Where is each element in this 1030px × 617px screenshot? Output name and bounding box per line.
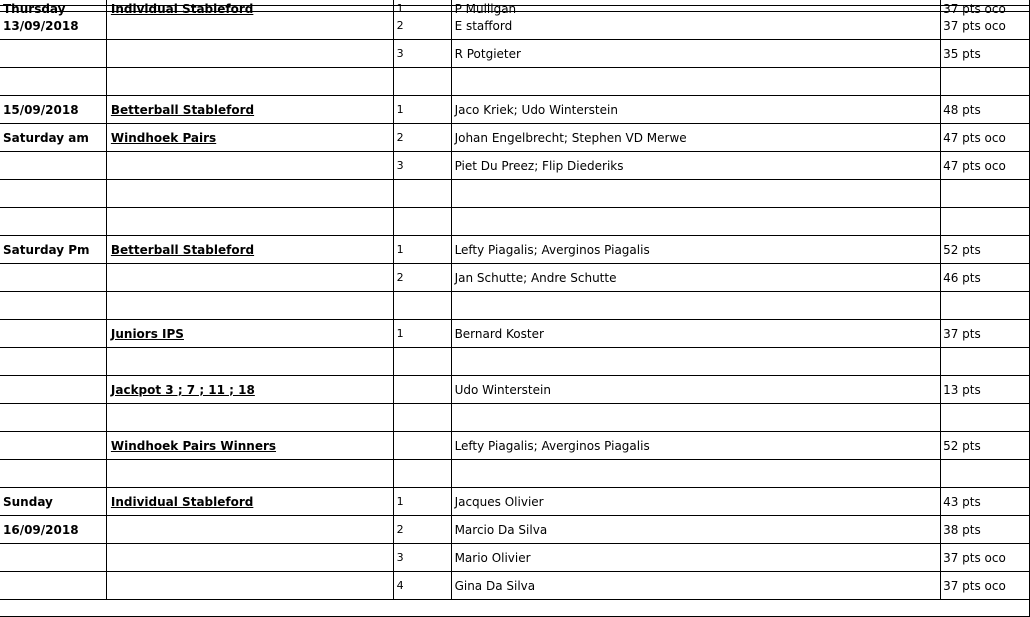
score-cell: 52 pts bbox=[943, 438, 981, 453]
table-row bbox=[0, 68, 1029, 96]
competition-cell: Windhoek Pairs bbox=[107, 124, 394, 151]
day-cell bbox=[0, 292, 107, 319]
player-cell: Lefty Piagalis; Averginos Piagalis bbox=[452, 432, 942, 459]
table-row bbox=[0, 488, 1029, 516]
table-row bbox=[0, 124, 1029, 152]
score-cell bbox=[941, 404, 1029, 431]
table-row bbox=[0, 208, 1029, 236]
table-row bbox=[0, 572, 1029, 600]
results-table-body bbox=[0, 1, 1029, 600]
competition-cell bbox=[107, 516, 394, 543]
table-row bbox=[0, 236, 1029, 264]
table-row bbox=[0, 40, 1029, 68]
table-row bbox=[0, 432, 1029, 460]
competition-cell bbox=[107, 404, 394, 431]
position-cell: 2 bbox=[394, 124, 452, 151]
day-cell bbox=[0, 572, 107, 599]
player-cell: E stafford bbox=[452, 12, 942, 39]
score-cell: 37 pts oco bbox=[943, 18, 1006, 33]
day-cell bbox=[0, 544, 107, 571]
day-cell bbox=[0, 40, 107, 67]
position-cell bbox=[394, 460, 452, 487]
score-cell bbox=[941, 348, 1029, 375]
competition-cell: Juniors IPS bbox=[107, 320, 394, 347]
position-cell bbox=[394, 180, 452, 207]
score-cell: 52 pts bbox=[943, 242, 981, 257]
day-cell: 15/09/2018 bbox=[0, 96, 107, 123]
day-cell: Sunday bbox=[0, 488, 107, 515]
position-cell: 3 bbox=[394, 40, 452, 67]
score-cell bbox=[941, 180, 1029, 207]
day-cell bbox=[0, 264, 107, 291]
player-cell: Bernard Koster bbox=[452, 320, 942, 347]
position-cell: 2 bbox=[394, 516, 452, 543]
player-cell: Gina Da Silva bbox=[452, 572, 942, 599]
competition-cell bbox=[107, 460, 394, 487]
table-row bbox=[0, 96, 1029, 124]
score-cell bbox=[941, 68, 1029, 95]
competition-cell: Betterball Stableford bbox=[107, 96, 394, 123]
player-cell: Piet Du Preez; Flip Diederiks bbox=[452, 152, 942, 179]
score-cell bbox=[941, 292, 1029, 319]
table-row bbox=[0, 320, 1029, 348]
position-cell bbox=[394, 376, 452, 403]
day-cell bbox=[0, 180, 107, 207]
table-row bbox=[0, 12, 1029, 40]
competition-cell: Individual Stableford bbox=[107, 488, 394, 515]
position-cell: 3 bbox=[394, 152, 452, 179]
table-row bbox=[0, 348, 1029, 376]
position-cell: 4 bbox=[394, 572, 452, 599]
player-cell bbox=[452, 180, 942, 207]
competition-cell: Betterball Stableford bbox=[107, 236, 394, 263]
player-cell bbox=[452, 460, 942, 487]
player-cell bbox=[452, 292, 942, 319]
player-cell: Jaco Kriek; Udo Winterstein bbox=[452, 96, 942, 123]
position-cell bbox=[394, 292, 452, 319]
position-cell bbox=[394, 208, 452, 235]
competition-cell bbox=[107, 544, 394, 571]
position-cell: 1 bbox=[394, 96, 452, 123]
day-cell: Thursday bbox=[0, 6, 107, 11]
day-cell bbox=[0, 376, 107, 403]
player-cell: Lefty Piagalis; Averginos Piagalis bbox=[452, 236, 942, 263]
score-cell: 35 pts bbox=[943, 46, 981, 61]
position-cell: 1 bbox=[394, 488, 452, 515]
position-cell: 3 bbox=[394, 544, 452, 571]
score-cell: 47 pts oco bbox=[943, 130, 1006, 145]
score-cell: 43 pts bbox=[943, 494, 981, 509]
table-row bbox=[0, 180, 1029, 208]
day-cell bbox=[0, 432, 107, 459]
competition-cell: Individual Stableford bbox=[107, 6, 394, 11]
score-cell: 37 pts oco bbox=[943, 550, 1006, 565]
day-cell bbox=[0, 348, 107, 375]
table-row bbox=[0, 544, 1029, 572]
competition-cell bbox=[107, 292, 394, 319]
table-row bbox=[0, 404, 1029, 432]
position-cell bbox=[394, 68, 452, 95]
competition-cell bbox=[107, 348, 394, 375]
player-cell bbox=[452, 68, 942, 95]
player-cell: Mario Olivier bbox=[452, 544, 942, 571]
competition-cell: Windhoek Pairs Winners bbox=[107, 432, 394, 459]
day-cell: 16/09/2018 bbox=[0, 516, 107, 543]
day-cell bbox=[0, 320, 107, 347]
score-cell: 13 pts bbox=[943, 382, 981, 397]
table-row bbox=[0, 152, 1029, 180]
player-cell bbox=[452, 208, 942, 235]
player-cell bbox=[452, 0, 942, 5]
competition-cell bbox=[107, 152, 394, 179]
player-cell: Jacques Olivier bbox=[452, 488, 942, 515]
competition-cell bbox=[107, 12, 394, 39]
table-row bbox=[0, 460, 1029, 488]
score-cell: 48 pts bbox=[943, 102, 981, 117]
player-cell: Johan Engelbrecht; Stephen VD Merwe bbox=[452, 124, 942, 151]
position-cell: 1 bbox=[394, 320, 452, 347]
competition-cell: Jackpot 3 ; 7 ; 11 ; 18 bbox=[107, 376, 394, 403]
score-cell: 37 pts bbox=[943, 326, 981, 341]
competition-cell bbox=[107, 68, 394, 95]
competition-cell bbox=[107, 208, 394, 235]
competition-cell bbox=[107, 264, 394, 291]
table-row bbox=[0, 516, 1029, 544]
day-cell bbox=[0, 152, 107, 179]
position-cell: 1 bbox=[394, 236, 452, 263]
player-cell: Jan Schutte; Andre Schutte bbox=[452, 264, 942, 291]
score-cell bbox=[941, 460, 1029, 487]
competition-cell bbox=[107, 40, 394, 67]
player-cell: R Potgieter bbox=[452, 40, 942, 67]
position-cell: 2 bbox=[394, 12, 452, 39]
position-cell: 1 bbox=[394, 6, 452, 11]
score-cell: 46 pts bbox=[943, 270, 981, 285]
player-cell bbox=[452, 348, 942, 375]
player-cell bbox=[452, 404, 942, 431]
table-row bbox=[0, 264, 1029, 292]
score-cell: 38 pts bbox=[943, 522, 981, 537]
day-cell bbox=[0, 460, 107, 487]
day-cell bbox=[0, 208, 107, 235]
table-row bbox=[0, 292, 1029, 320]
day-cell: 13/09/2018 bbox=[0, 12, 107, 39]
score-cell bbox=[941, 208, 1029, 235]
position-cell bbox=[394, 432, 452, 459]
table-row bbox=[0, 376, 1029, 404]
position-cell bbox=[394, 404, 452, 431]
position-cell bbox=[394, 348, 452, 375]
score-cell: 37 pts oco bbox=[943, 578, 1006, 593]
player-cell: P Mulligan bbox=[452, 6, 942, 11]
day-cell: Saturday Pm bbox=[0, 236, 107, 263]
competition-cell bbox=[107, 572, 394, 599]
day-cell: Saturday am bbox=[0, 124, 107, 151]
competition-cell bbox=[107, 180, 394, 207]
score-cell: 37 pts oco bbox=[943, 1, 1006, 16]
player-cell: Udo Winterstein bbox=[452, 376, 942, 403]
day-cell bbox=[0, 404, 107, 431]
day-cell bbox=[0, 68, 107, 95]
score-cell: 47 pts oco bbox=[943, 158, 1006, 173]
player-cell: Marcio Da Silva bbox=[452, 516, 942, 543]
position-cell: 2 bbox=[394, 264, 452, 291]
